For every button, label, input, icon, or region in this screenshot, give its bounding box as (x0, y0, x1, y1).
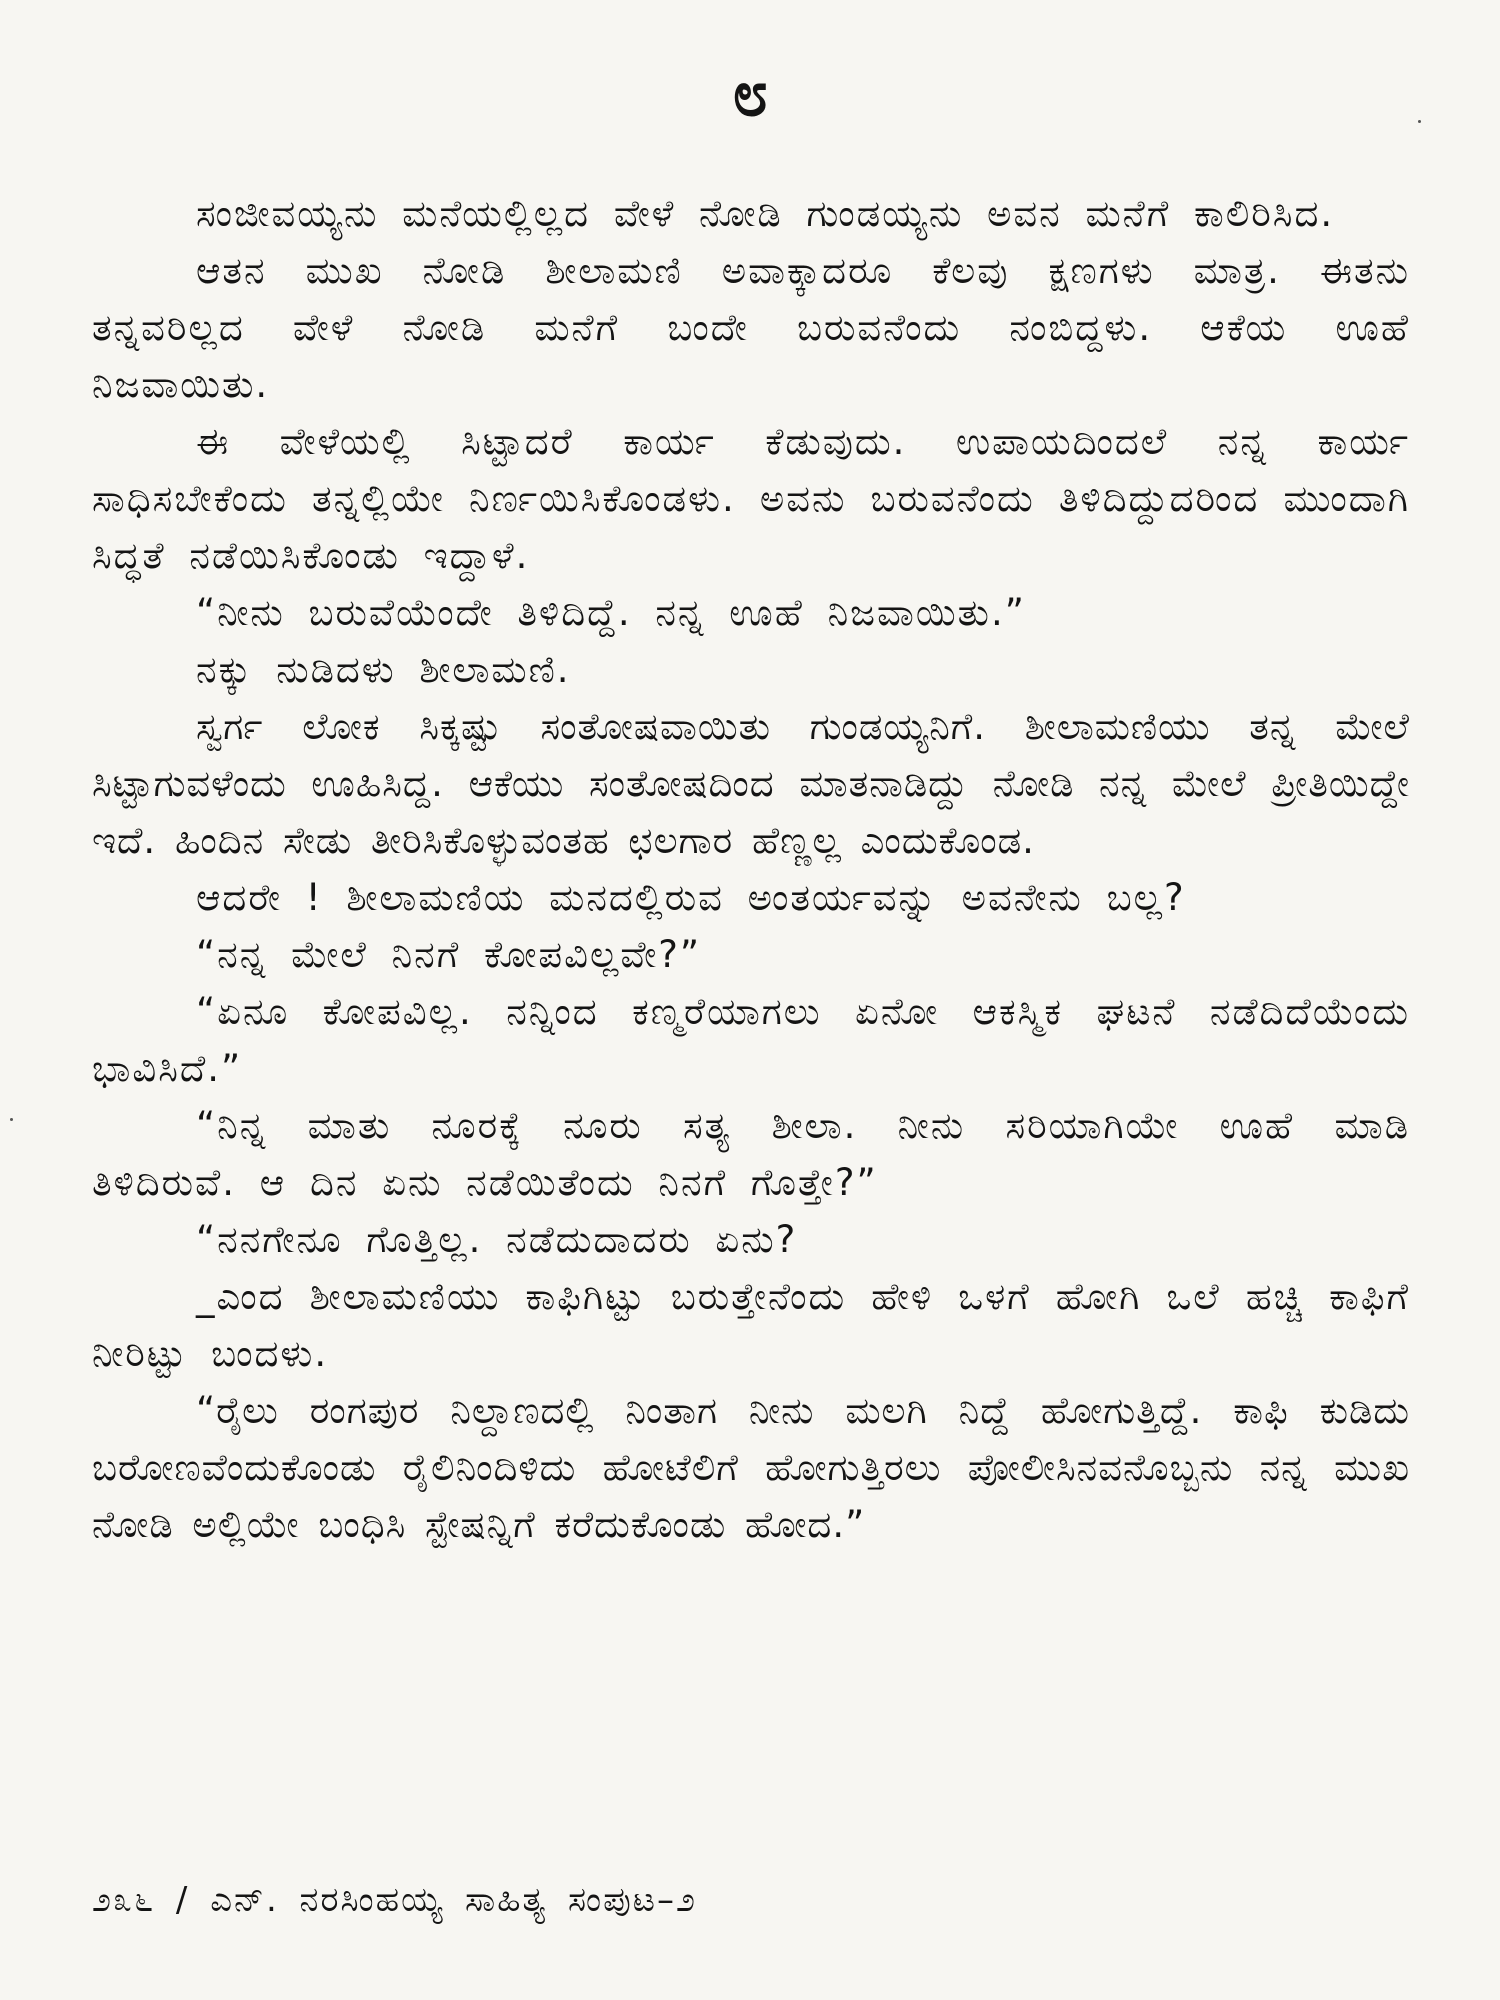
page-footer: ೨೩೬ / ಎನ್. ನರಸಿಂಹಯ್ಯ ಸಾಹಿತ್ಯ ಸಂಪುಟ–೨ (92, 1880, 698, 1920)
paragraph: “ಏನೂ ಕೋಪವಿಲ್ಲ. ನನ್ನಿಂದ ಕಣ್ಮರೆಯಾಗಲು ಏನೋ ಆಕಸ್ಮಿಕ ಘಟನೆ ನಡೆದಿದೆಯೆಂದು ಭಾವಿಸಿದೆ.” (92, 990, 1410, 1090)
paragraph: “ರೈಲು ರಂಗಪುರ ನಿಲ್ದಾಣದಲ್ಲಿ ನಿಂತಾಗ ನೀನು ಮಲಗಿ ನಿದ್ದೆ ಹೋಗುತ್ತಿದ್ದೆ. ಕಾಫಿ ಕುಡಿದು ಬರೋಣವೆಂದುಕೊಂಡು ರೈಲಿನಿಂದಿಳಿದು ಹೋಟೆಲಿಗೆ ಹೋಗುತ್ತಿರಲು ಪೋಲೀಸಿನವನೊಬ್ಬನು ನನ್ನ ಮುಖ ನೋಡಿ ಅಲ್ಲಿಯೇ ಬಂಧಿಸಿ ಸ್ಟೇಷನ್ನಿಗೆ ಕರೆದುಕೊಂಡು ಹೋದ.” (92, 1389, 1410, 1546)
paragraph: _ಎಂದ ಶೀಲಾಮಣಿಯು ಕಾಫಿಗಿಟ್ಟು ಬರುತ್ತೇನೆಂದು ಹೇಳಿ ಒಳಗೆ ಹೋಗಿ ಒಲೆ ಹಚ್ಚಿ ಕಾಫಿಗೆ ನೀರಿಟ್ಟು ಬಂದಳು. (92, 1275, 1410, 1375)
chapter-number: ೮ (732, 57, 768, 131)
paragraph: “ನೀನು ಬರುವೆಯೆಂದೇ ತಿಳಿದಿದ್ದೆ. ನನ್ನ ಊಹೆ ನಿಜವಾಯಿತು.” (196, 591, 1026, 634)
paragraph: “ನಿನ್ನ ಮಾತು ನೂರಕ್ಕೆ ನೂರು ಸತ್ಯ ಶೀಲಾ. ನೀನು ಸರಿಯಾಗಿಯೇ ಊಹೆ ಮಾಡಿ ತಿಳಿದಿರುವೆ. ಆ ದಿನ ಏನು ನಡೆಯಿತೆಂದು ನಿನಗೆ ಗೊತ್ತೇ?” (92, 1104, 1410, 1204)
paragraph: ಈ ವೇಳೆಯಲ್ಲಿ ಸಿಟ್ಟಾದರೆ ಕಾರ್ಯ ಕೆಡುವುದು. ಉಪಾಯದಿಂದಲೆ ನನ್ನ ಕಾರ್ಯ ಸಾಧಿಸಬೇಕೆಂದು ತನ್ನಲ್ಲಿಯೇ ನಿರ್ಣಯಿಸಿಕೊಂಡಳು. ಅವನು ಬರುವನೆಂದು ತಿಳಿದಿದ್ದುದರಿಂದ ಮುಂದಾಗಿ ಸಿದ್ಧತೆ ನಡೆಯಿಸಿಕೊಂಡು ಇದ್ದಾಳೆ. (92, 420, 1410, 577)
paragraph: ಆದರೇ ! ಶೀಲಾಮಣಿಯ ಮನದಲ್ಲಿರುವ ಅಂತರ್ಯವನ್ನು ಅವನೇನು ಬಲ್ಲ? (196, 876, 1186, 919)
body-text (92, 185, 1410, 1553)
print-speck (10, 1118, 13, 1121)
paragraph: “ನನಗೇನೂ ಗೊತ್ತಿಲ್ಲ. ನಡೆದುದಾದರು ಏನು? (196, 1218, 798, 1261)
paragraph: ನಕ್ಕು ನುಡಿದಳು ಶೀಲಾಮಣಿ. (196, 648, 571, 691)
paragraph: ಸಂಜೀವಯ್ಯನು ಮನೆಯಲ್ಲಿಲ್ಲದ ವೇಳೆ ನೋಡಿ ಗುಂಡಯ್ಯನು ಅವನ ಮನೆಗೆ ಕಾಲಿರಿಸಿದ. (196, 192, 1335, 235)
paragraph: “ನನ್ನ ಮೇಲೆ ನಿನಗೆ ಕೋಪವಿಲ್ಲವೇ?” (196, 933, 702, 976)
paragraph: ಆತನ ಮುಖ ನೋಡಿ ಶೀಲಾಮಣಿ ಅವಾಕ್ಕಾದರೂ ಕೆಲವು ಕ್ಷಣಗಳು ಮಾತ್ರ. ಈತನು ತನ್ನವರಿಲ್ಲದ ವೇಳೆ ನೋಡಿ ಮನೆಗೆ ಬಂದೇ ಬರುವನೆಂದು ನಂಬಿದ್ದಳು. ಆಕೆಯ ಊಹೆ ನಿಜವಾಯಿತು. (92, 249, 1410, 406)
print-speck (1418, 120, 1421, 123)
paragraph: ಸ್ವರ್ಗ ಲೋಕ ಸಿಕ್ಕಷ್ಟು ಸಂತೋಷವಾಯಿತು ಗುಂಡಯ್ಯನಿಗೆ. ಶೀಲಾಮಣಿಯು ತನ್ನ ಮೇಲೆ ಸಿಟ್ಟಾಗುವಳೆಂದು ಊಹಿಸಿದ್ದ. ಆಕೆಯು ಸಂತೋಷದಿಂದ ಮಾತನಾಡಿದ್ದು ನೋಡಿ ನನ್ನ ಮೇಲೆ ಪ್ರೀತಿಯಿದ್ದೇ ಇದೆ. ಹಿಂದಿನ ಸೇಡು ತೀರಿಸಿಕೊಳ್ಳುವಂತಹ ಛಲಗಾರ ಹೆಣ್ಣಲ್ಲ ಎಂದುಕೊಂಡ. (92, 705, 1410, 862)
